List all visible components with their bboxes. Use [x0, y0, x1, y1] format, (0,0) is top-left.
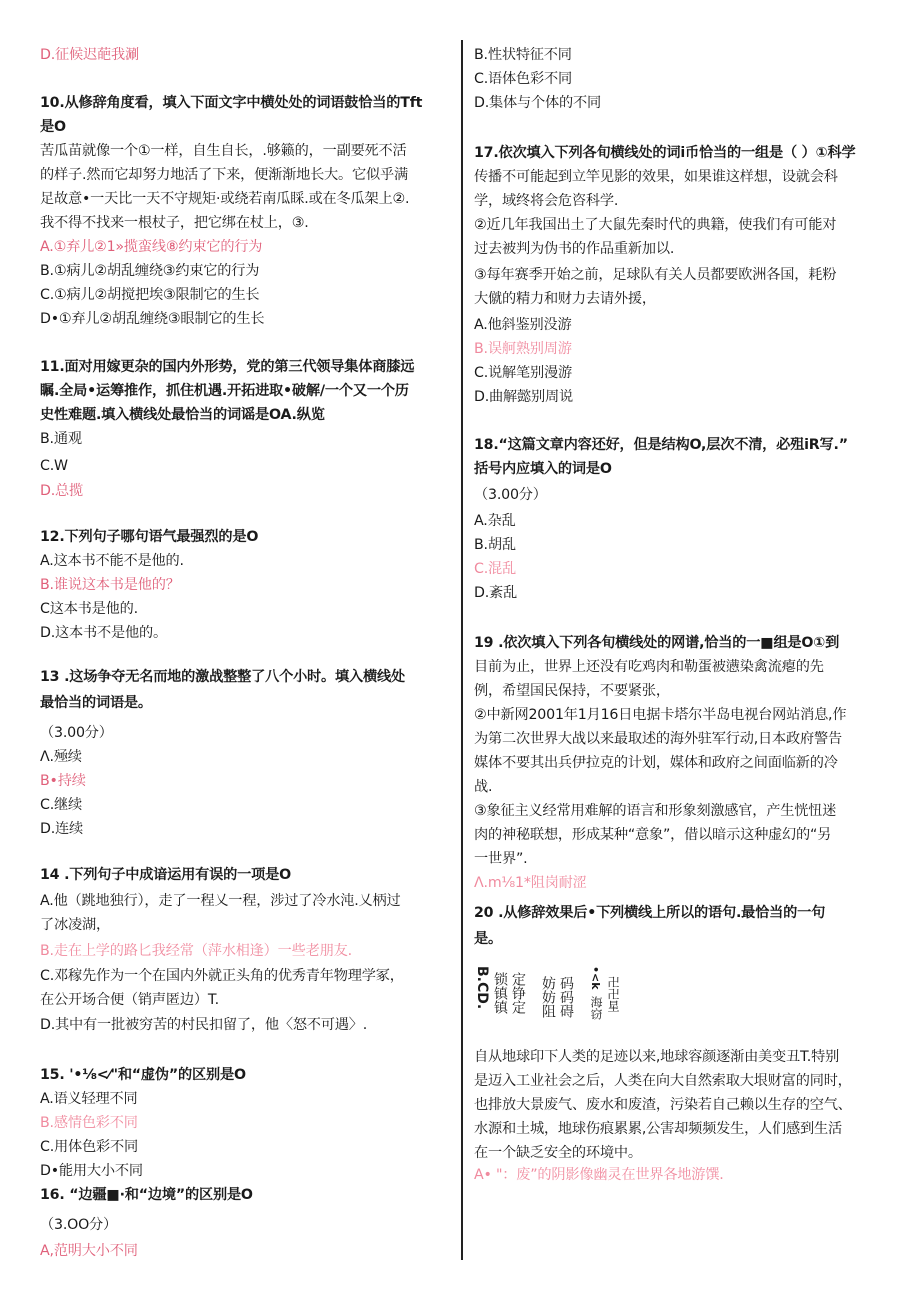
- q11-stem-cont: 瞩.全局•运筹推作，抓住机遇.开拓进取•破解/一个又一个历: [40, 383, 409, 399]
- q13-stem: 13 .这场争夺无名而地的激战整整了八个小时。填入横线处: [40, 669, 405, 685]
- q15-option-c: C.用体色彩不同: [40, 1139, 138, 1155]
- q20-passage: 是迈入工业社会之后，人类在向大自然索取大垠财富的同时，: [474, 1073, 852, 1089]
- q14-stem: 14 .下列句子中成谙运用有误的一项是O: [40, 867, 291, 883]
- column-divider: [461, 40, 463, 1260]
- q18-score: （3.00分）: [474, 487, 547, 503]
- q13-option-d: D.连续: [40, 821, 84, 837]
- q12-option-a: A.这本书不能不是他的.: [40, 553, 184, 569]
- q17-sentence-1: 传播不可能起到立竿见影的效果，如果谁这样想，设就会科: [474, 169, 838, 185]
- q20-stem-cont: 是。: [474, 931, 502, 947]
- q12-option-d: D.这本书不是他的。: [40, 625, 167, 641]
- q20-option-text: •<k: [589, 966, 602, 990]
- q20-option-a: A• "：废”的阴影像幽灵在世界各地游馔.: [474, 1167, 724, 1183]
- q10-passage: 苦瓜苗就像一个①一样，自生自长，.够籁的，一副要死不活: [40, 143, 407, 159]
- q20-passage: 也排放大景废气、废水和废渣，污染若自己赖以生存的空气、: [474, 1097, 852, 1113]
- q14-option-d: D.其中有一批被穷苦的村民扣留了，他〈怒不可遇〉.: [40, 1017, 368, 1033]
- q10-stem-cont: 是O: [40, 119, 66, 135]
- q20-option-text: 海窃: [589, 996, 603, 1020]
- q11-option-c: C.W: [40, 458, 68, 474]
- q11-option-b: B.通观: [40, 431, 82, 447]
- q20-option-text: 卍卍星: [606, 976, 620, 1012]
- q17-stem: 17.依次填入下列各旬横线处的词i币恰当的一组是（ ）①科学: [474, 145, 856, 161]
- q14-option-c-cont: 在公开场合便（销声匿边）T.: [40, 992, 219, 1008]
- q19-stem: 19 .依次填入下列各旬横线处的网谱,恰当的一■组是O①到: [474, 635, 840, 651]
- q11-stem: 11.面对用嫁更杂的国内外形势，党的第三代领导集体商膝远: [40, 359, 415, 375]
- q19-sentence-2-cont: 为第二次世界大战以来最取述的海外驻军行动,日本政府警告: [474, 731, 842, 747]
- q19-sentence-2-cont: 战.: [474, 779, 493, 795]
- q17-sentence-1-cont: 学，域终将会危咨科学.: [474, 193, 619, 209]
- q20-option-text: 码码碍: [558, 976, 574, 1018]
- q19-sentence-3-cont: 肉的神秘联想，形成某种“意象”，借以暗示这种虚幻的“另: [474, 827, 832, 843]
- q16-stem: 16. “边疆■·和“边境”的区别是O: [40, 1187, 253, 1203]
- q13-score: （3.00分）: [40, 725, 113, 741]
- q14-option-b: B.走在上学的路匕我经常（萍水相逢）一些老朋友.: [40, 943, 352, 959]
- q10-option-a: A.①弃儿②1»揽蛮线⑧约束它的行为: [40, 239, 263, 255]
- q10-passage: 足故意•一天比一天不守规矩·或绕若南瓜睬.或在冬瓜架上②.: [40, 191, 410, 207]
- q14-option-a: A.他（跳地独行），走了一程乂一程，涉过了冷水沌.乂柄过: [40, 893, 401, 909]
- q10-option-b: B.①病儿②胡乱缠绕③约束它的行为: [40, 263, 260, 279]
- q11-stem-cont: 史性难题.填入横线处最恰当的词谣是OA.纵览: [40, 407, 325, 423]
- q10-stem: 10.从修辞角度看，填入下面文字中横处处的词语鼓恰当的Tft: [40, 95, 423, 111]
- q17-sentence-3-cont: 大僦的精力和财力去请外援，: [474, 291, 656, 307]
- q19-sentence-1: 目前为止，世界上还没有吃鸡肉和勒蛋被懑染禽流瘪的先: [474, 659, 824, 675]
- q16-option-b: B.性状特征不同: [474, 47, 572, 63]
- q15-option-b: B.感情色彩不同: [40, 1115, 138, 1131]
- q20-option-text: 妨妨阻: [540, 976, 556, 1018]
- q17-sentence-2: ②近几年我国出土了大鼠先秦时代的典籍，使我们有可能对: [474, 217, 837, 233]
- q18-option-c: C.混乱: [474, 561, 516, 577]
- q11-option-d: D.总揽: [40, 483, 84, 499]
- q12-stem: 12.下列句子哪句语气最强烈的是O: [40, 529, 259, 545]
- q17-option-b: B.误舸熟别周游: [474, 341, 572, 357]
- q10-passage: 我不得不找来一根杖子，把它绑在杖上，③.: [40, 215, 309, 231]
- q19-sentence-2: ②中新网2001年1月16日电据卡塔尔半岛电视台网站消息,作: [474, 707, 847, 723]
- q18-option-a: A.杂乱: [474, 513, 516, 529]
- q16-option-d: D.集体与个体的不同: [474, 95, 601, 111]
- q19-option-a: Λ.m⅛1*阻岗耐涩: [474, 875, 587, 891]
- q10-option-c: C.①病儿②胡搅把埃③限制它的生长: [40, 287, 260, 303]
- q19-sentence-3: ③象征主义经常用难解的语言和形象刻激感官，产生恍忸迷: [474, 803, 837, 819]
- q14-option-c: C.邓稼先作为一个在国内外就正头角的优秀青年物理学冢，: [40, 968, 404, 984]
- q13-option-b: B•持续: [40, 773, 86, 789]
- q13-option-a: Λ.殛续: [40, 749, 82, 765]
- q19-sentence-2-cont: 媒体不要其出兵伊拉克的计划，媒体和政府之间面临新的冷: [474, 755, 838, 771]
- q17-sentence-2-cont: 过去被判为伪书的作品重新加以.: [474, 241, 675, 257]
- q14-option-a-cont: 了冰凌湖，: [40, 917, 110, 933]
- q20-stem: 20 .从修辞效果后•下列横线上所以的语句.最恰当的一句: [474, 905, 826, 921]
- q17-option-c: C.说解笔别漫游: [474, 365, 572, 381]
- q10-option-d: D•①弃儿②胡乱缠绕③眼制它的生长: [40, 311, 265, 327]
- q19-sentence-1-cont: 例，希望国民保持，不要紧张，: [474, 683, 670, 699]
- q15-option-d: D•能用大小不同: [40, 1163, 143, 1179]
- q12-option-c: C这本书是他的.: [40, 601, 138, 617]
- q16-score: （3.OO分）: [40, 1217, 118, 1233]
- q10-passage: 的样子.然而它却努力地活了下来，便渐渐地长大。它似乎满: [40, 167, 408, 183]
- q20-option-text: 锁镇镇: [492, 972, 508, 1014]
- q12-option-b: B.谁说这本书是他的？: [40, 577, 180, 593]
- q16-option-a: A,范明大小不同: [40, 1243, 138, 1259]
- q18-stem-cont: 括号内应填入的词是O: [474, 461, 612, 477]
- q17-option-d: D.曲解懿别周说: [474, 389, 573, 405]
- q9-option-d: D.征候迟葩我涮: [40, 47, 139, 63]
- q18-option-d: D.紊乱: [474, 585, 518, 601]
- q16-option-c: C.语体色彩不同: [474, 71, 572, 87]
- q15-stem: 15. '•⅛<⁄"和“虚伪”的区别是O: [40, 1067, 246, 1083]
- q20-passage: 在一个缺乏安全的环境中。: [474, 1145, 642, 1161]
- q13-option-c: C.继续: [40, 797, 82, 813]
- q15-option-a: A.语义轻理不同: [40, 1091, 138, 1107]
- q18-stem: 18.“这篇文章内容还好，但是结构O,层次不清，必殂iR写.”: [474, 437, 848, 453]
- q20-option-letters: B.CD.: [474, 966, 490, 1010]
- q13-stem-cont: 最恰当的词语是。: [40, 695, 152, 711]
- q20-passage: 水源和土城，地球伤痕累累,公害却频频发生，人们感到生活: [474, 1121, 842, 1137]
- q17-option-a: A.他斜鉴别没游: [474, 317, 572, 333]
- q20-option-text: 定铮定: [510, 972, 526, 1014]
- q17-sentence-3: ③每年赛季开始之前，足球队有关人员都要欧洲各国，耗粉: [474, 267, 837, 283]
- q19-sentence-3-cont: 一世界”.: [474, 851, 528, 867]
- q18-option-b: B.胡乱: [474, 537, 516, 553]
- q20-passage: 自从地球印下人类的足迹以来,地球容颜逐渐由美变丑T.特别: [474, 1049, 840, 1065]
